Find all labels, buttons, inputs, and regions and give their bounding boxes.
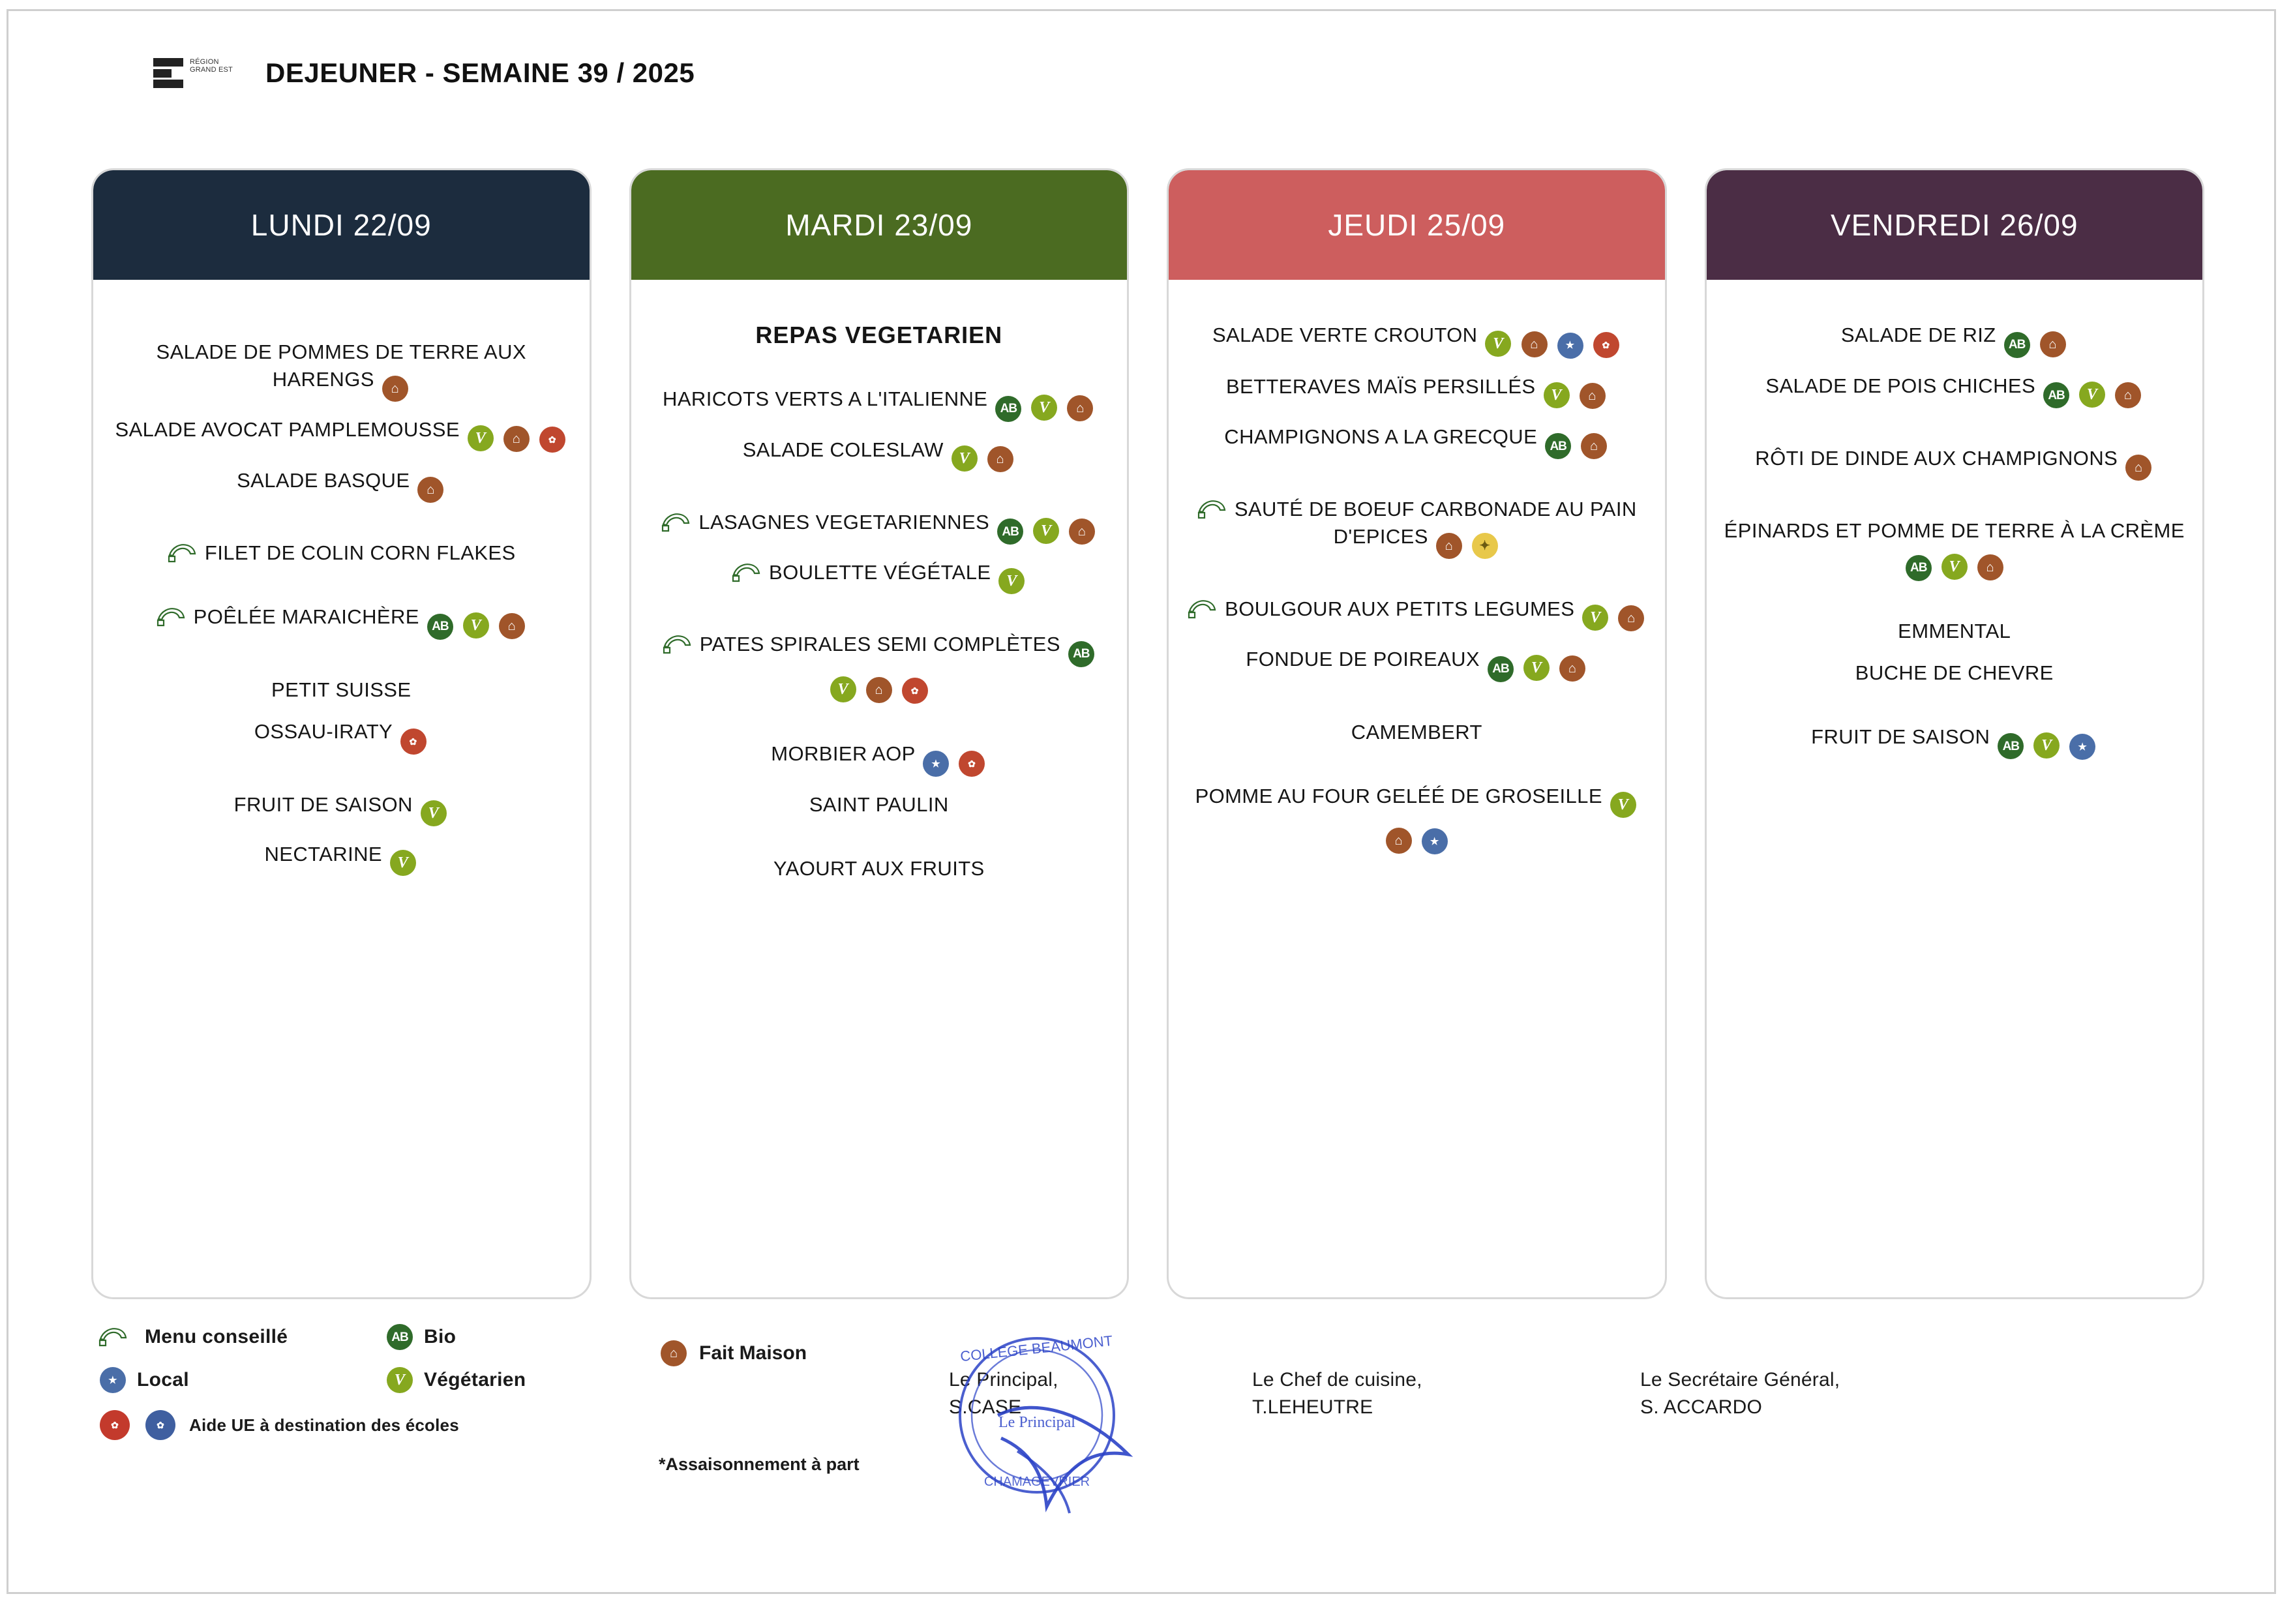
bio-icon: AB bbox=[997, 519, 1023, 545]
vegetarien-icon: V bbox=[463, 612, 489, 639]
signature-principal bbox=[949, 1366, 1058, 1421]
menu-item-label: LASAGNES VEGETARIENNES bbox=[698, 510, 990, 534]
fait-maison-icon: ⌂ bbox=[2040, 331, 2066, 357]
thumbs-up-hand-icon bbox=[662, 633, 692, 655]
vegetarien-icon: V bbox=[952, 445, 978, 472]
menu-item bbox=[1724, 517, 2186, 581]
vegetarien-icon: V bbox=[1031, 395, 1057, 421]
bio-icon: AB bbox=[427, 614, 453, 640]
menu-item-label: FRUIT DE SAISON bbox=[233, 792, 413, 816]
svg-text:COLLEGE BEAUMONT: COLLEGE BEAUMONT bbox=[959, 1332, 1114, 1365]
vegetarien-icon: V bbox=[1941, 554, 1968, 580]
menu-course-group bbox=[648, 740, 1111, 819]
thumbs-up-hand-icon bbox=[167, 542, 197, 564]
menu-course-group bbox=[1186, 595, 1648, 682]
fromage-ue-icon: ✿ bbox=[539, 427, 565, 453]
menu-item bbox=[110, 791, 573, 826]
bio-icon: AB bbox=[1068, 641, 1094, 667]
menu-item-label: EMMENTAL bbox=[1898, 619, 2011, 642]
menu-item bbox=[110, 718, 573, 755]
menu-course-group bbox=[110, 791, 573, 876]
menu-item bbox=[110, 416, 573, 453]
bio-icon: AB bbox=[995, 396, 1021, 422]
fait-maison-icon: ⌂ bbox=[1067, 395, 1093, 421]
menu-course-group bbox=[648, 631, 1111, 704]
menu-item-label: FONDUE DE POIREAUX bbox=[1246, 648, 1480, 670]
menu-item bbox=[648, 855, 1111, 882]
menu-course-group bbox=[1724, 517, 2186, 581]
vegetarien-icon: V bbox=[2079, 382, 2105, 408]
menu-item bbox=[648, 385, 1111, 422]
fait-maison-icon: ⌂ bbox=[866, 677, 892, 703]
menu-item-label: SALADE DE RIZ bbox=[1840, 323, 1996, 346]
thumbs-up-hand-icon bbox=[1197, 498, 1227, 520]
local-icon: ★ bbox=[923, 751, 949, 777]
menu-course-group bbox=[648, 322, 1111, 349]
menu-item bbox=[648, 791, 1111, 819]
day-card-body-mardi bbox=[631, 280, 1128, 1297]
vegetarien-icon: V bbox=[421, 800, 447, 826]
menu-item bbox=[1724, 659, 2186, 687]
menu-item-label: POMME AU FOUR GELÉÉ DE GROSEILLE bbox=[1195, 784, 1602, 807]
menu-item-label: FRUIT DE SAISON bbox=[1811, 725, 1990, 748]
menu-item-label: OSSAU-IRATY bbox=[254, 719, 393, 743]
vegetarien-icon: V bbox=[998, 568, 1025, 594]
menu-item-label: SALADE DE POIS CHICHES bbox=[1765, 374, 2036, 397]
menu-item-label: CHAMPIGNONS A LA GRECQUE bbox=[1224, 425, 1538, 448]
menu-cards bbox=[91, 168, 2204, 1299]
vegetarien-icon: V bbox=[390, 850, 416, 876]
fait-maison-icon: ⌂ bbox=[503, 426, 530, 452]
day-card-body-vendredi bbox=[1707, 280, 2203, 1297]
fait-maison-icon: ⌂ bbox=[1386, 828, 1412, 854]
day-card-body-lundi bbox=[93, 280, 590, 1297]
legend-label-conseille: Menu conseillé bbox=[145, 1326, 288, 1347]
bio-icon: AB bbox=[1545, 433, 1571, 459]
menu-item bbox=[110, 338, 573, 402]
fait-maison-icon: ⌂ bbox=[1559, 655, 1585, 682]
bio-icon: AB bbox=[1906, 555, 1932, 581]
day-card-lundi bbox=[91, 168, 592, 1299]
menu-course-group bbox=[648, 385, 1111, 472]
vegetarien-icon: V bbox=[1485, 331, 1511, 357]
menu-course-group bbox=[1186, 783, 1648, 855]
menu-item-label: ÉPINARDS ET POMME DE TERRE À LA CRÈME bbox=[1724, 519, 2185, 542]
menu-item-label: BUCHE DE CHEVRE bbox=[1855, 661, 2054, 684]
lait-ue-icon: ✿ bbox=[145, 1410, 175, 1440]
legend-item-fait-maison bbox=[659, 1340, 807, 1366]
menu-item-label: FILET DE COLIN CORN FLAKES bbox=[204, 541, 516, 564]
menu-course-group bbox=[1186, 719, 1648, 746]
logo-text: RÉGION GRAND EST bbox=[190, 58, 233, 74]
legend-item-vegetarien bbox=[385, 1367, 672, 1393]
menu-item bbox=[648, 559, 1111, 594]
fait-maison-icon: ⌂ bbox=[1977, 554, 2003, 580]
menu-item bbox=[1186, 373, 1648, 409]
day-card-vendredi bbox=[1705, 168, 2205, 1299]
day-card-title-lundi: LUNDI 22/09 bbox=[93, 170, 590, 280]
menu-item bbox=[1724, 372, 2186, 409]
thumbs-up-hand-icon bbox=[156, 606, 186, 628]
menu-item-label: BOULGOUR AUX PETITS LEGUMES bbox=[1225, 597, 1575, 620]
fait-maison-icon: ⌂ bbox=[2115, 382, 2141, 408]
menu-item bbox=[648, 740, 1111, 777]
fait-maison-icon: ⌂ bbox=[1618, 605, 1644, 631]
menu-course-group bbox=[648, 855, 1111, 882]
menu-item bbox=[1186, 496, 1648, 559]
menu-item bbox=[110, 841, 573, 876]
thumbs-up-hand-icon bbox=[1187, 598, 1217, 620]
legend-label-vegetarien: Végétarien bbox=[424, 1369, 526, 1391]
day-card-mardi bbox=[629, 168, 1130, 1299]
legend-assaisonnement: *Assaisonnement à part bbox=[659, 1454, 860, 1474]
local-icon: ★ bbox=[1422, 828, 1448, 854]
bio-icon: AB bbox=[2043, 382, 2069, 408]
signature-secretaire-general bbox=[1640, 1366, 1840, 1421]
menu-item-label: BETTERAVES MAÏS PERSILLÉS bbox=[1225, 374, 1536, 398]
legend-item-conseille bbox=[98, 1326, 385, 1348]
fait-maison-icon: ⌂ bbox=[1581, 433, 1607, 459]
day-card-jeudi bbox=[1167, 168, 1667, 1299]
page-title: DEJEUNER - SEMAINE 39 / 2025 bbox=[265, 57, 695, 88]
fait-maison-icon: ⌂ bbox=[1069, 519, 1095, 545]
signature-name: S. ACCARDO bbox=[1640, 1396, 1763, 1418]
menu-item-label: BOULETTE VÉGÉTALE bbox=[769, 561, 991, 584]
menu-item-label: SAUTÉ DE BOEUF CARBONADE AU PAIN D'EPICES bbox=[1234, 498, 1637, 548]
menu-item bbox=[648, 322, 1111, 349]
legend bbox=[98, 1324, 750, 1457]
legend-row bbox=[98, 1324, 750, 1350]
legend-row bbox=[98, 1367, 750, 1393]
menu-item bbox=[648, 509, 1111, 545]
menu-course-group bbox=[1724, 322, 2186, 408]
legend-label-bio: Bio bbox=[424, 1326, 457, 1347]
vegetarien-icon: V bbox=[1610, 792, 1636, 818]
menu-item-label: NECTARINE bbox=[264, 842, 382, 865]
menu-course-group bbox=[110, 338, 573, 503]
bio-icon: AB bbox=[2004, 332, 2030, 358]
menu-item bbox=[110, 676, 573, 704]
menu-course-group bbox=[1724, 618, 2186, 687]
menu-item bbox=[1186, 719, 1648, 746]
fait-maison-icon: ⌂ bbox=[661, 1340, 687, 1366]
menu-item bbox=[1186, 423, 1648, 460]
menu-item-label: SALADE VERTE CROUTON bbox=[1212, 323, 1478, 346]
menu-course-group bbox=[1724, 723, 2186, 760]
legend-row-ue bbox=[98, 1410, 750, 1440]
menu-course-group bbox=[1186, 496, 1648, 559]
legend-item-aide-ue bbox=[98, 1410, 459, 1440]
menu-item bbox=[1186, 783, 1648, 855]
fruit-ue-icon: ✿ bbox=[100, 1410, 130, 1440]
menu-item-label: SALADE DE POMMES DE TERRE AUX HARENGS bbox=[156, 340, 526, 391]
fromage-ue-icon: ✿ bbox=[959, 751, 985, 777]
menu-course-group bbox=[1724, 445, 2186, 481]
day-card-title-mardi: MARDI 23/09 bbox=[631, 170, 1128, 280]
menu-item-label: YAOURT AUX FRUITS bbox=[773, 857, 985, 880]
vegetarien-icon: V bbox=[1523, 655, 1550, 681]
fromage-ue-icon: ✿ bbox=[400, 729, 427, 755]
menu-item bbox=[1724, 322, 2186, 358]
menu-item-label: SALADE AVOCAT PAMPLEMOUSSE bbox=[115, 418, 460, 441]
signature-role: Le Secrétaire Général, bbox=[1640, 1369, 1840, 1391]
menu-item-label: SALADE BASQUE bbox=[237, 469, 410, 492]
vegetarien-icon: V bbox=[1582, 605, 1608, 631]
menu-item bbox=[1724, 618, 2186, 645]
day-card-body-jeudi bbox=[1169, 280, 1665, 1297]
legend-label-aide-ue: Aide UE à destination des écoles bbox=[189, 1415, 459, 1435]
menu-course-group bbox=[1186, 322, 1648, 459]
signature-name: S.CASE bbox=[949, 1396, 1022, 1418]
signature-role: Le Chef de cuisine, bbox=[1252, 1369, 1422, 1391]
fromage-ue-icon: ✿ bbox=[902, 678, 928, 704]
menu-item-label: RÔTI DE DINDE AUX CHAMPIGNONS bbox=[1755, 447, 2118, 470]
vegetarien-icon: V bbox=[387, 1367, 413, 1393]
menu-item bbox=[110, 603, 573, 640]
fait-maison-icon: ⌂ bbox=[987, 446, 1013, 472]
legend-label-fait-maison: Fait Maison bbox=[699, 1342, 807, 1364]
fromage-ue-icon: ✿ bbox=[1593, 332, 1619, 358]
menu-course-group bbox=[110, 539, 573, 567]
thumbs-up-hand-icon bbox=[98, 1326, 128, 1348]
menu-item-label: CAMEMBERT bbox=[1351, 720, 1482, 744]
vegetarien-icon: V bbox=[468, 425, 494, 451]
document-header bbox=[153, 57, 695, 89]
menu-item-label: HARICOTS VERTS A L'ITALIENNE bbox=[663, 387, 988, 410]
menu-item bbox=[648, 631, 1111, 704]
menu-item-label: POÊLÉE MARAICHÈRE bbox=[193, 605, 419, 628]
bio-icon: AB bbox=[1998, 733, 2024, 759]
menu-item bbox=[1186, 322, 1648, 359]
menu-item bbox=[110, 539, 573, 567]
signature-chef bbox=[1252, 1366, 1422, 1421]
fait-maison-icon: ⌂ bbox=[1580, 383, 1606, 409]
logo-mark-icon bbox=[153, 58, 183, 88]
svg-text:Le Principal: Le Principal bbox=[998, 1414, 1075, 1431]
menu-course-group bbox=[648, 509, 1111, 595]
menu-item bbox=[1724, 723, 2186, 760]
menu-course-group bbox=[110, 603, 573, 640]
menu-item-label: MORBIER AOP bbox=[771, 742, 916, 765]
bio-icon: AB bbox=[1488, 656, 1514, 682]
menu-item-label: PETIT SUISSE bbox=[271, 678, 412, 701]
svg-text:CHAMAGEVRIER: CHAMAGEVRIER bbox=[983, 1475, 1090, 1489]
day-card-title-jeudi: JEUDI 25/09 bbox=[1169, 170, 1665, 280]
vegetarien-icon: V bbox=[2033, 732, 2060, 759]
fait-maison-icon: ⌂ bbox=[382, 376, 408, 402]
legend-item-local bbox=[98, 1367, 385, 1393]
thumbs-up-hand-icon bbox=[661, 511, 691, 534]
menu-item bbox=[1186, 595, 1648, 631]
menu-item-label: REPAS VEGETARIEN bbox=[755, 322, 1003, 348]
fait-maison-icon: ⌂ bbox=[499, 613, 525, 639]
menu-item-label: SALADE COLESLAW bbox=[742, 438, 944, 461]
fait-maison-icon: ⌂ bbox=[2125, 455, 2151, 481]
signature-name: T.LEHEUTRE bbox=[1252, 1396, 1373, 1418]
fait-maison-icon: ⌂ bbox=[417, 477, 443, 503]
thumbs-up-hand-icon bbox=[731, 562, 761, 584]
menu-course-group bbox=[110, 676, 573, 755]
local-icon: ★ bbox=[1557, 333, 1583, 359]
logo bbox=[153, 58, 242, 88]
menu-item bbox=[648, 436, 1111, 472]
local-icon: ★ bbox=[100, 1367, 126, 1393]
vegetarien-icon: V bbox=[1033, 518, 1059, 544]
fait-maison-icon: ⌂ bbox=[1436, 533, 1462, 559]
local-icon: ★ bbox=[2069, 734, 2095, 760]
allergene-icon: ✦ bbox=[1472, 533, 1498, 559]
menu-item bbox=[110, 467, 573, 503]
menu-item-label: PATES SPIRALES SEMI COMPLÈTES bbox=[699, 633, 1060, 655]
vegetarien-icon: V bbox=[1544, 382, 1570, 408]
signature-role: Le Principal, bbox=[949, 1369, 1058, 1391]
menu-item-label: SAINT PAULIN bbox=[809, 793, 949, 816]
legend-label-local: Local bbox=[137, 1369, 189, 1391]
bio-icon: AB bbox=[387, 1324, 413, 1350]
day-card-title-vendredi: VENDREDI 26/09 bbox=[1707, 170, 2203, 280]
fait-maison-icon: ⌂ bbox=[1521, 331, 1548, 357]
vegetarien-icon: V bbox=[830, 676, 856, 702]
menu-item bbox=[1186, 646, 1648, 682]
legend-item-bio bbox=[385, 1324, 672, 1350]
menu-item bbox=[1724, 445, 2186, 481]
